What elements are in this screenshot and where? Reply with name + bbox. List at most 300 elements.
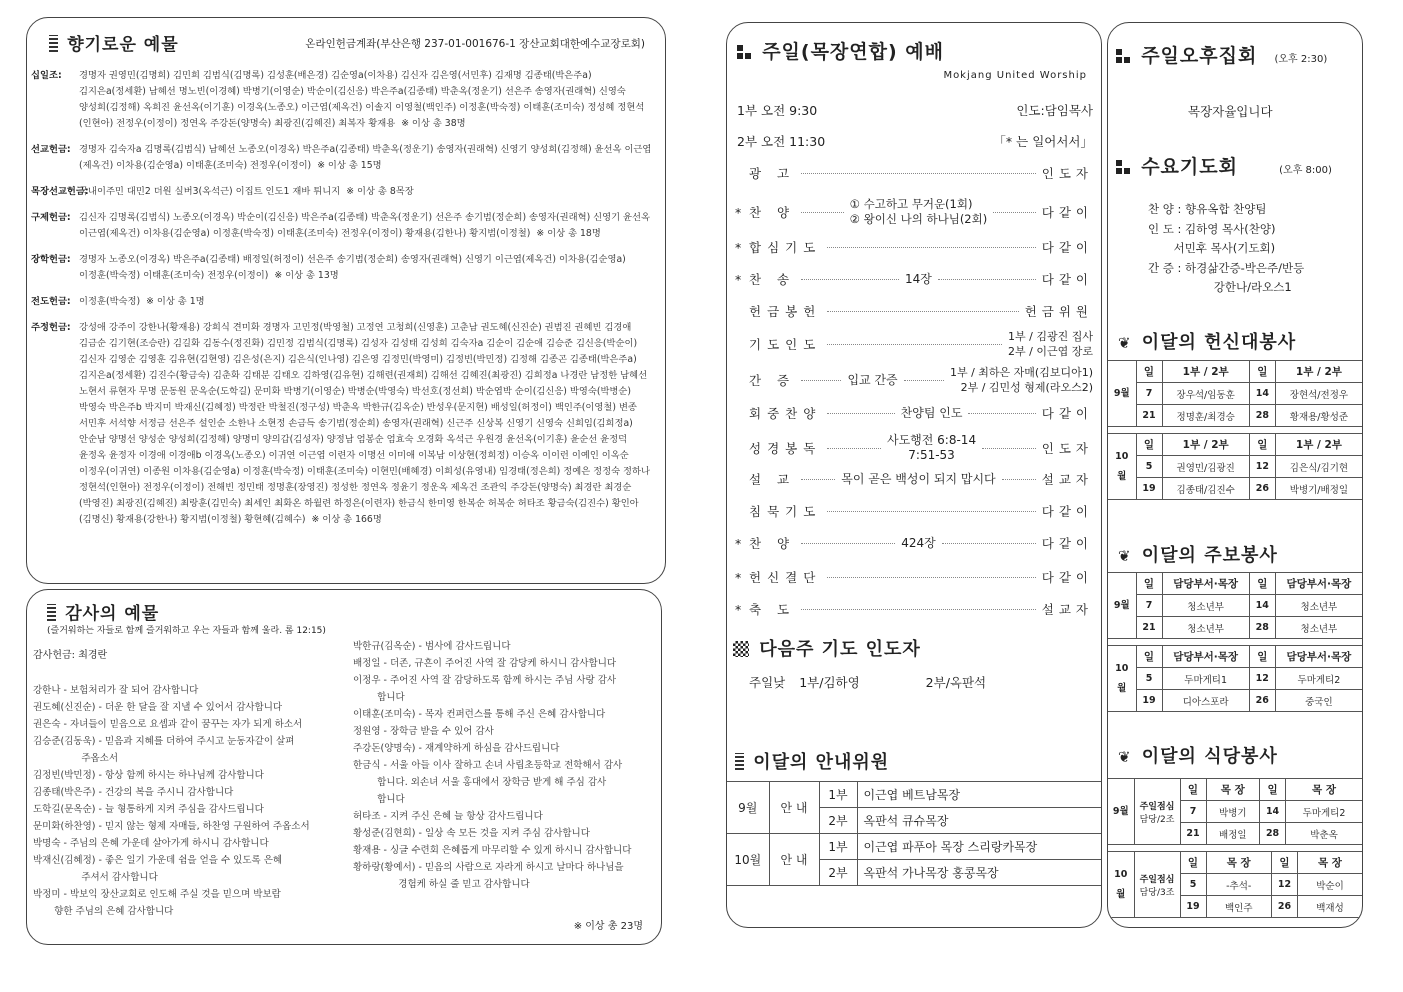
day-cell: 12 xyxy=(1249,456,1275,478)
clover-icon: ❦ xyxy=(1118,547,1131,565)
usher-text: 이근엽 파푸아 목장 스리랑카목장 xyxy=(857,834,1101,860)
offering-names xyxy=(79,320,653,528)
usher-part: 2부 xyxy=(819,808,857,834)
thanks-line: 이정우 - 주어진 사역 잘 감당하도록 함께 하시는 주님 사랑 감사 xyxy=(353,675,617,686)
right-panel xyxy=(1107,22,1363,928)
month-label xyxy=(1108,434,1136,500)
day-cell: 7 xyxy=(1136,595,1162,617)
order-detail: 사도행전 6:8-14 7:51-53 xyxy=(886,433,977,462)
order-row xyxy=(735,327,1093,361)
header-cell: 일 xyxy=(1136,434,1162,456)
offering-header xyxy=(49,30,179,55)
order-leader: 다같이 xyxy=(1041,272,1094,287)
wednesday-line: 인 도 : 김하영 목사(찬양) xyxy=(1148,221,1276,236)
assignee-cell: 청소년부 xyxy=(1162,595,1249,617)
thanks-line: 경험케 하실 줄 믿고 감사합니다 xyxy=(353,879,530,890)
usher-text: 옥판석 큐슈목장 xyxy=(857,808,1101,834)
header-cell: 1부 / 2부 xyxy=(1162,434,1249,456)
thanks-line: 김정빈(박민정) - 항상 함께 하시는 하나님께 감사합니다 xyxy=(33,770,264,781)
thanks-line: 박정미 - 박보익 장산교회로 인도해 주실 것을 믿으며 박보람 xyxy=(33,889,281,900)
thanks-line: 김종태(박은주) - 건강의 복을 주시니 감사합니다 xyxy=(33,787,234,798)
dedication-header xyxy=(1118,328,1296,354)
kitchen-header xyxy=(1118,742,1278,768)
day-cell: 19 xyxy=(1180,896,1206,918)
header-cell: 일 xyxy=(1249,573,1275,595)
wednesday-title: 수요기도회 xyxy=(1141,156,1238,178)
thanks-line: 주셔서 감사합니다 xyxy=(33,872,158,883)
dotted-leader xyxy=(1002,479,1036,480)
order-star: * xyxy=(735,239,742,255)
next-prayer-title: 다음주 기도 인도자 xyxy=(759,639,921,660)
kitchen-tables xyxy=(1108,778,1362,924)
order-name: 합심기도 xyxy=(749,240,822,255)
usher-row xyxy=(727,834,1101,860)
assignee-cell: 두마게티1 xyxy=(1162,668,1249,690)
usher-row xyxy=(727,782,1101,808)
duty-label xyxy=(1134,779,1180,845)
order-name: 기도인도 xyxy=(749,337,822,352)
dotted-leader xyxy=(801,279,899,280)
header-cell: 일 xyxy=(1180,852,1206,874)
day-cell: 19 xyxy=(1136,478,1162,500)
thanks-column-2 xyxy=(353,638,653,893)
day-cell: 5 xyxy=(1136,456,1162,478)
dotted-leader xyxy=(938,279,1036,280)
assignee-cell: 박병기/배정일 xyxy=(1275,478,1362,500)
thanks-line: 김승준(김동욱) - 믿음과 지혜를 더하여 주시고 눈동자같이 살펴 xyxy=(33,736,295,747)
order-row xyxy=(735,563,1093,591)
table-header-row xyxy=(1108,434,1362,456)
dotted-leader xyxy=(827,247,1035,248)
order-leader: 다같이 xyxy=(1041,406,1094,421)
order-row xyxy=(735,431,1093,465)
day-cell: 5 xyxy=(1136,668,1162,690)
day-cell: 5 xyxy=(1180,874,1206,896)
order-name: 찬 송 xyxy=(749,272,796,287)
assignee-cell: 박순이 xyxy=(1297,874,1362,896)
offering-count: ※ 이상 총 38명 xyxy=(401,118,466,129)
order-star: * xyxy=(735,204,742,220)
offering-names-text: 김신자 김명록(김범식) 노종오(이경옥) 박순이(김신응) 박은주a(김종태) 박춘옥(정운기) 선은주 송기범(정순희) 송영자(권래혁) 신영기 윤선옥 이근엽(제옥건) 이차용(김순영a) 이정훈(박숙정) 이태훈(조미숙) 전정우(이정이) 황재용(김한나) 황지범(이정철) xyxy=(79,212,650,239)
assignee-cell: -추석- xyxy=(1206,874,1271,896)
offering-title: 향기로운 예물 xyxy=(67,35,179,55)
order-name: 축 도 xyxy=(749,602,796,617)
header-cell: 담당부서·목장 xyxy=(1162,573,1249,595)
assignee-cell: 청소년부 xyxy=(1275,595,1362,617)
order-star: * xyxy=(735,535,742,551)
next-prayer-header xyxy=(733,635,921,661)
bar-icon xyxy=(49,35,58,52)
clover-icon: ❦ xyxy=(1118,334,1131,352)
offering-names xyxy=(79,210,653,242)
order-detail: 14장 xyxy=(905,271,932,286)
order-name: 회중찬양 xyxy=(749,406,822,421)
assignee-cell: 청소년부 xyxy=(1162,617,1249,639)
order-leader: 1부 / 최하은 자매(김보디아1) 2부 / 김민성 형제(라오스2) xyxy=(949,366,1094,394)
offering-label: 구제헌금: xyxy=(31,212,71,223)
next-prayer-first: 1부/김하영 xyxy=(799,675,860,690)
online-account: 온라인헌금계좌(부산은행 237-01-001676-1 장산교회대한예수교장로회) xyxy=(305,38,645,50)
thanks-panel xyxy=(26,589,662,945)
day-cell: 28 xyxy=(1249,617,1275,639)
order-name: 설 교 xyxy=(749,472,796,487)
order-row xyxy=(735,363,1093,397)
offering-label: 전도헌금: xyxy=(31,296,71,307)
offering-label: 주정헌금: xyxy=(31,322,71,333)
usher-text: 옥판석 가나목장 홍콩목장 xyxy=(857,860,1101,886)
table-header-row xyxy=(1108,779,1362,801)
ushers-header xyxy=(735,748,889,774)
worship-subtitle: Mokjang United Worship xyxy=(943,70,1087,81)
offering-names-text: 이정훈(박숙정) xyxy=(79,296,141,307)
day-cell: 7 xyxy=(1136,383,1162,405)
thanks-line: 정원영 - 장학금 받을 수 있어 감사 xyxy=(353,726,494,737)
offering-row xyxy=(31,294,653,310)
worship-title: 주일(목장연합) 예배 xyxy=(762,41,945,63)
dotted-leader xyxy=(801,609,1036,610)
order-row xyxy=(735,297,1093,325)
offering-row xyxy=(31,320,653,528)
kitchen-table xyxy=(1108,851,1362,918)
order-row xyxy=(735,497,1093,525)
day-cell: 21 xyxy=(1136,405,1162,427)
duty-label-1: 주일점심 xyxy=(1139,801,1175,812)
month-label xyxy=(1108,779,1134,845)
offering-label: 십일조: xyxy=(31,70,62,81)
thanks-line: 강한나 - 보험처리가 잘 되어 감사합니다 xyxy=(33,685,199,696)
order-leader: 다같이 xyxy=(1041,570,1093,585)
dotted-leader xyxy=(827,413,894,414)
offering-names xyxy=(79,142,653,174)
checker-icon xyxy=(733,641,749,657)
ushers-title: 이달의 안내위원 xyxy=(753,752,890,773)
wednesday-line: 찬 양 : 향유옥합 찬양팀 xyxy=(1148,202,1267,216)
day-cell: 26 xyxy=(1249,690,1275,712)
header-cell: 목 장 xyxy=(1286,779,1362,801)
offering-panel xyxy=(26,17,666,584)
day-cell: 26 xyxy=(1271,896,1297,918)
day-cell: 7 xyxy=(1180,801,1206,823)
order-leader: 설교자 xyxy=(1041,472,1094,487)
table-row xyxy=(1108,617,1362,639)
assignee-cell: 디아스포라 xyxy=(1162,690,1249,712)
order-name: 헌금봉헌 xyxy=(749,304,822,319)
dotted-leader xyxy=(827,577,1035,578)
duty-label-1: 주일점심 xyxy=(1139,874,1175,885)
offering-names xyxy=(79,252,653,284)
month-text: 10월 xyxy=(1114,868,1128,900)
offering-names xyxy=(79,68,653,132)
header-cell: 일 xyxy=(1180,779,1206,801)
table-header-row xyxy=(1108,852,1362,874)
duty-label-2: 담당/3조 xyxy=(1139,887,1175,898)
offering-list xyxy=(31,66,653,528)
dotted-leader xyxy=(801,543,895,544)
month-label xyxy=(1108,646,1136,712)
bar-icon xyxy=(735,753,744,770)
order-detail: 입교 간증 xyxy=(847,372,898,387)
afternoon-text: 목장자율입니다 xyxy=(1188,104,1273,119)
dice-icon xyxy=(1116,160,1131,175)
offering-names-text: 경명자 김숙자a 김명록(김범식) 남혜선 노종오(이경옥) 박은주a(김종태) 박춘옥(정운기) 송영자(권래혁) 신영기 양성희(김정해) 윤선옥 이근엽(제옥건) 이차용(김순영a) 이태훈(조미숙) 전정우(이정이) xyxy=(79,144,652,171)
day-cell: 14 xyxy=(1249,383,1275,405)
day-cell: 19 xyxy=(1136,690,1162,712)
order-leader: 설교자 xyxy=(1041,602,1093,617)
assignee-cell: 김종태/김진수 xyxy=(1162,478,1249,500)
assignee-cell: 정명훈/최경승 xyxy=(1162,405,1249,427)
order-row xyxy=(735,233,1093,261)
header-cell: 1부 / 2부 xyxy=(1275,434,1362,456)
order-detail: 424장 xyxy=(901,535,936,550)
day-cell: 26 xyxy=(1249,478,1275,500)
order-leader: 다같이 xyxy=(1041,536,1094,551)
usher-month: 10월 xyxy=(727,834,769,886)
thanks-line: 허타조 - 지켜 주신 은혜 늘 항상 감사드립니다 xyxy=(353,811,543,822)
bulletin-tables xyxy=(1108,572,1362,718)
next-prayer-row xyxy=(749,673,986,691)
assignee-cell: 중국인 xyxy=(1275,690,1362,712)
bulletin-table xyxy=(1108,572,1362,639)
dotted-leader xyxy=(801,479,835,480)
thanks-line: 황재용 - 싱글 수련회 은혜롭게 마무리할 수 있게 하시니 감사합니다 xyxy=(353,845,632,856)
header-cell: 담당부서·목장 xyxy=(1275,573,1362,595)
stand-note: 「* 는 일어서서」 xyxy=(993,134,1093,149)
order-row xyxy=(735,159,1093,187)
dedication-table xyxy=(1108,433,1362,500)
dotted-leader xyxy=(942,543,1036,544)
order-row xyxy=(735,465,1093,493)
thanks-line: 이태훈(조미숙) - 목자 컨퍼런스를 통해 주신 은혜 감사합니다 xyxy=(353,709,606,720)
thanks-line: 황성준(김현희) - 일상 속 모든 것을 지켜 주심 감사합니다 xyxy=(353,828,590,839)
bar-icon xyxy=(47,604,56,621)
header-cell: 일 xyxy=(1260,779,1286,801)
usher-part: 2부 xyxy=(819,860,857,886)
header-cell: 일 xyxy=(1249,361,1275,383)
thanks-line: 권은숙 - 자녀들이 믿음으로 요셉과 같이 꿈꾸는 자가 되게 하소서 xyxy=(33,719,303,730)
usher-month: 9월 xyxy=(727,782,769,834)
dice-icon xyxy=(1116,49,1131,64)
thanks-line: 합니다. 외손녀 서울 홍대에서 장학금 받게 해 주심 감사 xyxy=(353,777,607,788)
usher-role: 안 내 xyxy=(769,834,819,886)
thanks-line: 황하랑(황예서) - 믿음의 사람으로 자라게 하시고 날마다 하나님을 xyxy=(353,862,624,873)
wednesday-line: 간 증 : 하경삶간증-박은주/반등 xyxy=(1148,260,1305,275)
bulletin-header xyxy=(1118,541,1278,567)
table-row xyxy=(1108,478,1362,500)
order-row xyxy=(735,595,1093,623)
month-text: 10월 xyxy=(1115,450,1129,482)
month-text: 9월 xyxy=(1113,387,1130,399)
worship-header xyxy=(737,37,944,64)
offering-label: 장학헌금: xyxy=(31,254,71,265)
assignee-cell: 박춘옥 xyxy=(1286,823,1362,845)
assignee-cell: 권영민/김광진 xyxy=(1162,456,1249,478)
assignee-cell: 장현석/전정우 xyxy=(1275,383,1362,405)
table-row xyxy=(1108,456,1362,478)
dotted-leader xyxy=(904,380,944,381)
header-cell: 목 장 xyxy=(1206,779,1260,801)
thanks-title: 감사의 예물 xyxy=(65,604,160,624)
offering-label: 목장선교헌금: xyxy=(31,186,89,197)
thanks-line: 한금식 - 서울 아들 이사 잘하고 손녀 사립초등학교 전학해서 감사 xyxy=(353,760,623,771)
day-cell: 14 xyxy=(1249,595,1275,617)
thanks-line: 박명숙 - 주님의 은혜 가운데 살아가게 하시니 감사합니다 xyxy=(33,838,269,849)
day-cell: 21 xyxy=(1180,823,1206,845)
header-cell: 1부 / 2부 xyxy=(1275,361,1362,383)
offering-names-text: 경명자 권영민(김명희) 김민희 김범식(김명록) 김성훈(배은경) 김순영a(이차용) 김신자 김은영(서민후) 김재명 김종태(박은주a) 김지은a(정세환) 남혜선 명노빈(이경혜) 박병기(이영순) 박순이(김신응) 박은주a(김종태) 박춘옥(정운기) 선은주 송영자(권래혁) 신영숙 양성희(김정해) 옥희진 윤선옥(이기훈) 이경옥(노종오) 이근엽(제옥건) 이솔지 이영철(백인주) 이정훈(박숙정) 이태훈(조미숙) 정성혜 정현석(인현아) 전정우(이정이) 정연옥 주강돈(양명숙) 최광진(김혜진) 최복자 황재용 xyxy=(79,70,645,129)
day-cell: 28 xyxy=(1249,405,1275,427)
order-detail: 목이 곧은 백성이 되지 맙시다 xyxy=(841,471,996,486)
table-row xyxy=(1108,668,1362,690)
afternoon-header xyxy=(1116,41,1327,68)
ushers-table xyxy=(727,781,1101,886)
order-leader: 인도자 xyxy=(1041,441,1093,456)
assignee-cell: 박병기 xyxy=(1206,801,1260,823)
wednesday-time: (오후 8:00) xyxy=(1279,165,1332,176)
header-cell: 담당부서·목장 xyxy=(1162,646,1249,668)
thanks-line: 문미화(하찬영) - 믿지 않는 형제 자매들, 하찬영 구원하여 주옵소서 xyxy=(33,821,310,832)
offering-names-text: 국내이주민 대민2 더원 실버3(옥석근) 이집트 인도1 재바 튀니지 xyxy=(79,186,341,197)
offering-count: ※ 이상 총 166명 xyxy=(311,514,382,525)
order-name: 찬 양 xyxy=(749,536,796,551)
dotted-leader xyxy=(993,212,1036,213)
order-leader: 인도자 xyxy=(1041,166,1093,181)
order-name: 간 증 xyxy=(749,373,796,388)
thanks-line: 향한 주님의 은혜 감사합니다 xyxy=(33,906,174,917)
order-name: 침묵기도 xyxy=(749,504,822,519)
table-header-row xyxy=(1108,573,1362,595)
header-cell: 목 장 xyxy=(1206,852,1271,874)
thanks-line: 배정일 - 더존, 규흔이 주어진 사역 잘 감당케 하시니 감사합니다 xyxy=(353,658,617,669)
order-row xyxy=(735,399,1093,427)
next-prayer-second: 2부/옥판석 xyxy=(925,675,987,690)
bulletin-table xyxy=(1108,645,1362,712)
header-cell: 일 xyxy=(1136,361,1162,383)
table-row xyxy=(1108,690,1362,712)
afternoon-title: 주일오후집회 xyxy=(1141,45,1258,67)
wednesday-line: 강한나/라오스1 xyxy=(1148,280,1292,294)
thanks-header xyxy=(47,599,159,624)
offering-names xyxy=(79,294,653,310)
wednesday-line: 서민후 목사(기도회) xyxy=(1148,241,1276,255)
duty-label-2: 담당/2조 xyxy=(1139,814,1175,825)
dotted-leader xyxy=(968,413,1035,414)
dotted-leader xyxy=(801,380,841,381)
order-name: 헌신결단 xyxy=(749,570,822,585)
order-row xyxy=(735,529,1093,557)
thanks-line: 박재신(김혜정) - 좋은 일기 가운데 쉼을 얻을 수 있도록 은혜 xyxy=(33,855,283,866)
header-cell: 일 xyxy=(1249,646,1275,668)
thanks-line: 박한규(김옥순) - 범사에 감사드립니다 xyxy=(353,641,511,652)
assignee-cell: 김은식/김기현 xyxy=(1275,456,1362,478)
header-cell: 일 xyxy=(1271,852,1297,874)
order-leader: 다같이 xyxy=(1041,504,1093,519)
order-detail: 찬양팀 인도 xyxy=(900,405,963,420)
thanks-count: ※ 이상 총 23명 xyxy=(573,921,643,932)
thanks-column-1 xyxy=(33,682,353,920)
month-label xyxy=(1108,852,1134,918)
dotted-leader xyxy=(827,448,881,449)
assignee-cell: 장우석/임동훈 xyxy=(1162,383,1249,405)
header-cell: 목 장 xyxy=(1297,852,1362,874)
order-star: * xyxy=(735,601,742,617)
usher-part: 1부 xyxy=(819,834,857,860)
month-text: 9월 xyxy=(1113,599,1130,611)
day-cell: 28 xyxy=(1260,823,1286,845)
offering-row xyxy=(31,252,653,284)
table-header-row xyxy=(1108,646,1362,668)
thanks-line: 주옵소서 xyxy=(33,753,119,764)
header-cell: 1부 / 2부 xyxy=(1162,361,1249,383)
dice-icon xyxy=(737,45,752,60)
thanks-line: 주강돈(양명숙) - 재계약하게 하심을 감사드립니다 xyxy=(353,743,560,754)
assignee-cell: 두마게티2 xyxy=(1275,668,1362,690)
dedication-table xyxy=(1108,360,1362,427)
order-name: 광 고 xyxy=(749,166,796,181)
month-text: 10월 xyxy=(1115,662,1129,694)
assignee-cell: 배정일 xyxy=(1206,823,1260,845)
order-leader: 다같이 xyxy=(1041,205,1093,220)
wednesday-details xyxy=(1148,200,1304,298)
table-row xyxy=(1108,383,1362,405)
offering-count: ※ 이상 총 8목장 xyxy=(346,186,414,197)
next-prayer-label: 주일낮 xyxy=(749,675,786,690)
offering-count: ※ 이상 총 13명 xyxy=(274,270,339,281)
offering-row xyxy=(31,210,653,242)
dotted-leader xyxy=(827,311,1018,312)
usher-text: 이근엽 베트남목장 xyxy=(857,782,1101,808)
thanks-line: 도학길(문옥순) - 늘 형통하게 지켜 주심을 감사드립니다 xyxy=(33,804,264,815)
dedication-title: 이달의 헌신대봉사 xyxy=(1141,332,1297,353)
offering-row xyxy=(31,184,653,200)
order-star: * xyxy=(735,569,742,585)
table-row xyxy=(1108,405,1362,427)
dotted-leader xyxy=(801,212,844,213)
header-cell: 일 xyxy=(1249,434,1275,456)
service-2-time: 2부 오전 11:30 xyxy=(737,134,826,149)
order-leader: 1부 / 김광진 집사 2부 / 이근엽 장로 xyxy=(1008,330,1093,358)
offering-row xyxy=(31,68,653,132)
leader-note: 인도:담임목사 xyxy=(1016,103,1093,118)
worship-panel xyxy=(726,22,1102,928)
header-cell: 일 xyxy=(1136,573,1162,595)
assignee-cell: 백재성 xyxy=(1297,896,1362,918)
assignee-cell: 황재용/황성준 xyxy=(1275,405,1362,427)
service-1-time: 1부 오전 9:30 xyxy=(737,103,818,118)
offering-names xyxy=(79,184,653,200)
clover-icon: ❦ xyxy=(1118,748,1131,766)
order-detail: ① 수고하고 무거운(1회) ② 왕이신 나의 하나님(2회) xyxy=(849,197,988,226)
duty-label xyxy=(1134,852,1180,918)
assignee-cell: 백인주 xyxy=(1206,896,1271,918)
month-label xyxy=(1108,573,1136,639)
bulletin-title: 이달의 주보봉사 xyxy=(1141,545,1278,566)
thanks-line: 합니다 xyxy=(353,692,405,703)
order-name: 성경봉독 xyxy=(749,441,822,456)
day-cell: 12 xyxy=(1271,874,1297,896)
table-row xyxy=(1108,595,1362,617)
day-cell: 21 xyxy=(1136,617,1162,639)
header-cell: 담당부서·목장 xyxy=(1275,646,1362,668)
header-cell: 일 xyxy=(1136,646,1162,668)
offering-row xyxy=(31,142,653,174)
thanks-verse: (즐거워하는 자들로 함께 즐거워하고 우는 자들과 함께 울라. 롬 12:15) xyxy=(47,626,326,636)
month-label xyxy=(1108,361,1136,427)
order-name: 찬 양 xyxy=(749,205,796,220)
thanks-label: 감사헌금: 최경란 xyxy=(33,650,108,661)
offering-count: ※ 이상 총 18명 xyxy=(536,228,601,239)
offering-names-text: 경명자 노종오(이경옥) 박은주a(김종태) 배정일(허정이) 선은주 송기범(정순희) 송영자(권래혁) 신영기 이근엽(제옥건) 이차용(김순영a) 이정훈(박숙정) 이태훈(조미숙) 전정우(이정이) xyxy=(79,254,626,281)
kitchen-table xyxy=(1108,778,1362,845)
